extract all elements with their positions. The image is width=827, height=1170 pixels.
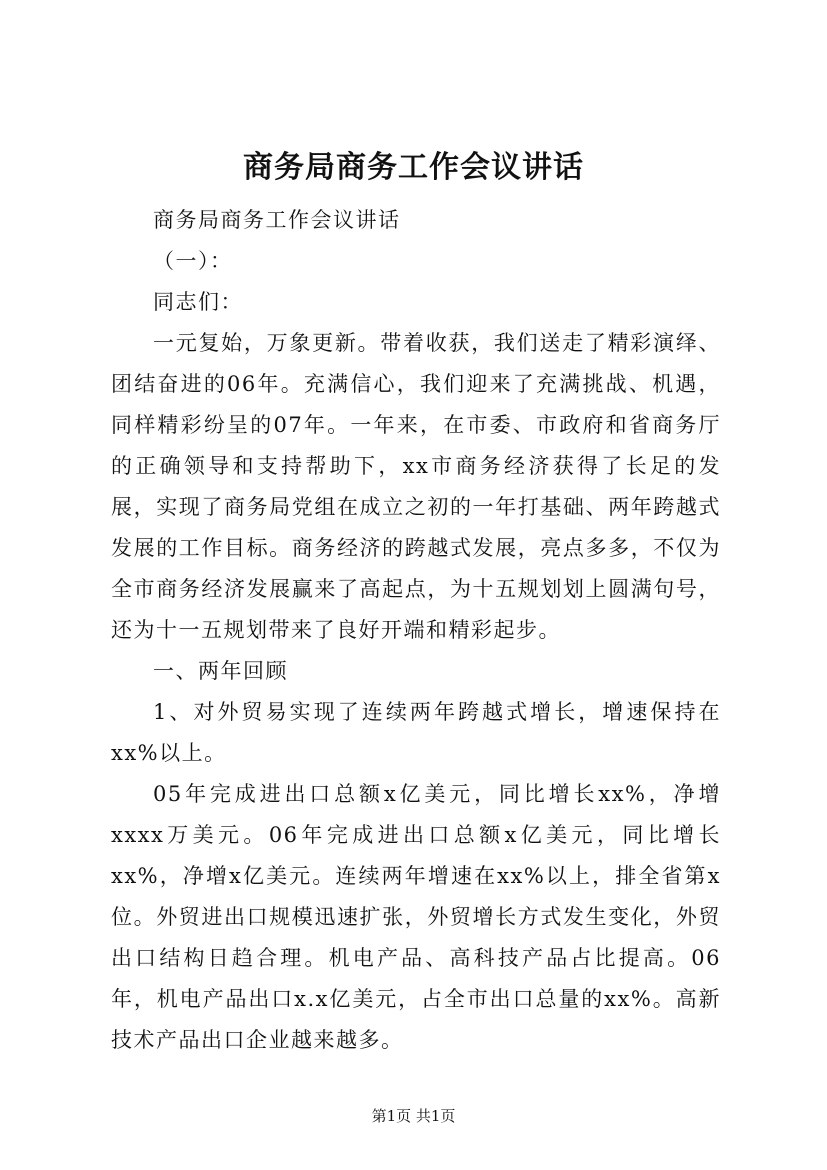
paragraph-trade-details: 05年完成进出口总额x亿美元，同比增长xx%，净增xxxx万美元。06年完成进出口总额x亿美元，同比增长xx%，净增x亿美元。连续两年增速在xx%以上，排全省第x位。外贸进出口规模迅速扩张，外贸增长方式发生变化，外贸出口结构日趋合理。机电产品、高科技产品占比提高。06年，机电产品出口x.x亿美元，占全市出口总量的xx%。高新技术产品出口企业越来越多。 xyxy=(111,782,721,1052)
document-body xyxy=(111,200,721,1061)
paragraph-subtitle: 商务局商务工作会议讲话 xyxy=(153,208,401,232)
paragraph-intro: 一元复始，万象更新。带着收获，我们送走了精彩演绎、团结奋进的06年。充满信心，我们迎来了充满挑战、机遇，同样精彩纷呈的07年。一年来，在市委、市政府和省商务厅的正确领导和支持帮助下，xx市商务经济获得了长足的发展，实现了商务局党组在成立之初的一年打基础、两年跨越式发展的工作目标。商务经济的跨越式发展，亮点多多，不仅为全市商务经济发展赢来了高起点，为十五规划划上圆满句号，还为十一五规划带来了良好开端和精彩起步。 xyxy=(111,331,721,642)
paragraph-heading-review: 一、两年回顾 xyxy=(153,659,288,683)
page-footer: 第1页 共1页 xyxy=(371,1107,456,1125)
paragraph-point-1: 1、对外贸易实现了连续两年跨越式增长，增速保持在xx%以上。 xyxy=(111,700,721,765)
paragraph-salutation: 同志们： xyxy=(153,290,243,314)
paragraph-section-marker: （一）： xyxy=(153,249,233,273)
document-title: 商务局商务工作会议讲话 xyxy=(243,150,584,185)
